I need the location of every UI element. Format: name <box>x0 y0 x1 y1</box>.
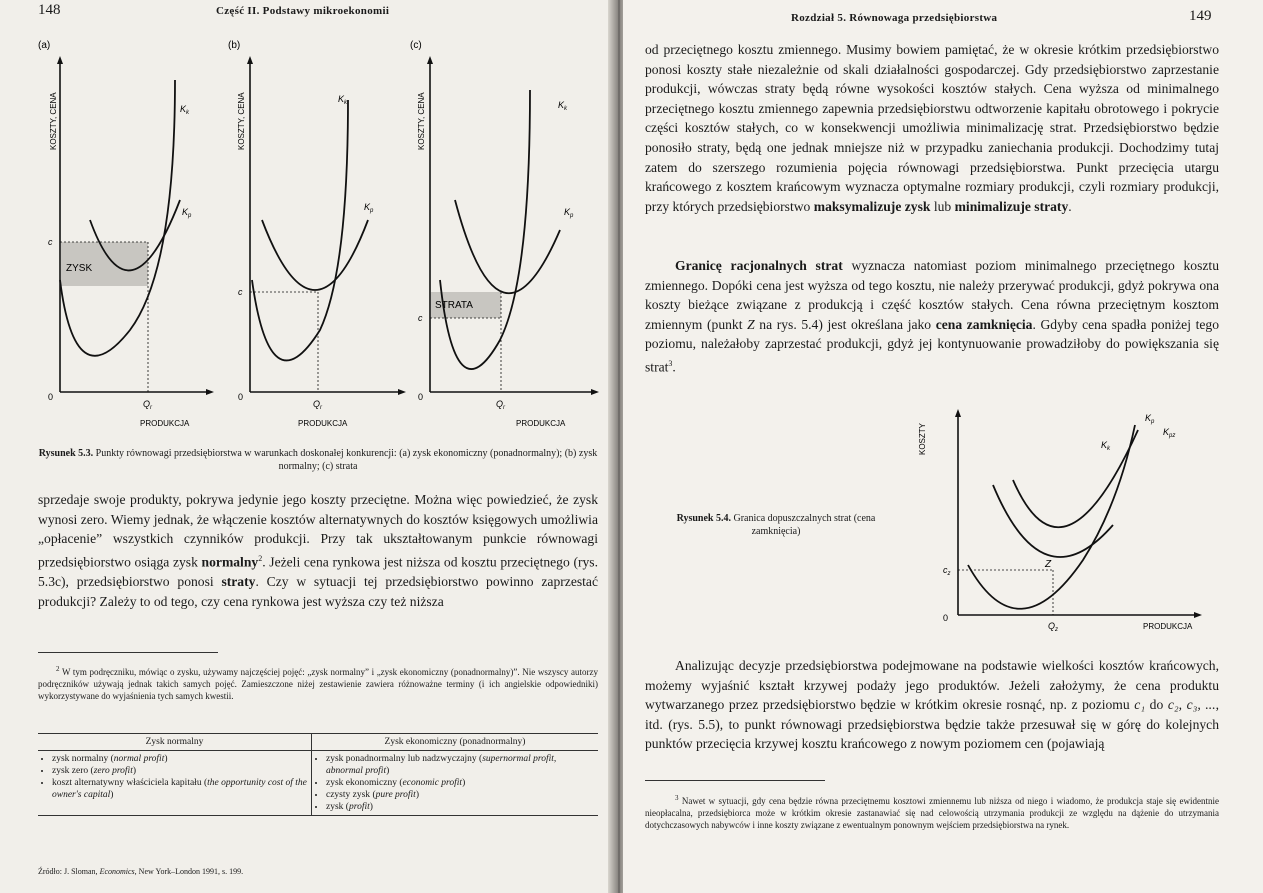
bold-maksymalizuje-zysk: maksymalizuje zysk <box>813 198 931 214</box>
footnote-3 <box>645 792 1219 831</box>
table-header-normal: Zysk normalny <box>38 734 312 751</box>
curve-kk-a <box>60 80 175 356</box>
figure-5-4-caption-number: Rysunek 5.4. <box>676 513 731 524</box>
y-axis-label-a: KOSZTY, CENA <box>49 92 58 150</box>
bold-minimalizuje-straty: minimalizuje straty <box>954 198 1069 214</box>
x-axis-arrow-c <box>591 389 599 395</box>
comparison-table-row <box>38 751 598 816</box>
comparison-table-wrapper <box>38 733 598 816</box>
panel-a <box>38 40 214 428</box>
right-body-paragraph-1: od przeciętnego kosztu zmiennego. Musimy bowiem pamiętać, że w okresie krótkim przedsiębiorstwo ponosi koszty stałe niezależnie od skali działalności gospodarczej. Gdy przedsiębiorstwo zaprzestanie produkcji, wówczas straty będą równe wysokości kosztów stałych. Cena wyższa od minimalnego przeciętnego kosztu zmiennego zapewnia przedsiębiorstwu odtworzenie kapitału obrotowego i pokrycie części kosztów stałych, co w konsekwencji umożliwia minimalizację strat. Przedsiębiorstwo będzie ponosiło straty, będą one jednak mniejsze niż w przypadku zaniechania produkcji. Dochodzimy tutaj zatem do szerszego rozumienia pojęcia równowagi przedsiębiorstwa. Punkt przecięcia utargu krańcowego z kosztem krańcowym wyznacza optymalne rozmiary produkcji, czyli rozmiary produkcji, przy których przedsiębiorstwo maksymalizuje zysk lub minimalizuje straty. <box>645 42 1219 214</box>
panel-label-a: (a) <box>38 40 51 51</box>
y-axis-label-b: KOSZTY, CENA <box>237 92 246 150</box>
x-axis-arrow-b <box>398 389 406 395</box>
list-item: • czysty zysk (pure profit) <box>326 789 594 801</box>
left-body-bold-straty: straty <box>221 573 256 589</box>
figure-5-3-caption-number: Rysunek 5.3. <box>38 448 94 459</box>
curve-kk-5-4 <box>968 425 1135 609</box>
quantity-label-c: $Q_r$ <box>496 399 506 411</box>
footnote-2-number: 2 <box>56 665 60 673</box>
profit-area-label-a: ZYSK <box>66 263 93 274</box>
curve-kp-b <box>262 220 368 290</box>
figure-5-3-caption-text: Punkty równowagi przedsiębiorstwa w warunkach doskonałej konkurencji: (a) zysk ekonomiczny (ponadnormalny); (b) zysk normalny; (c) strata <box>95 448 598 472</box>
curve-kp-label-c: $K_p$ <box>564 207 574 219</box>
bold-cena-zamkniecia: cena zamknięcia <box>935 316 1033 332</box>
figure-5-4 <box>913 405 1213 640</box>
left-body-text-1: sprzedaje swoje produkty, pokrywa jedynie jego koszty przeciętne. Można więc powiedzieć, że zysk wynosi zero. Wiemy jednak, że włączenie kosztów alternatywnych do kosztów księgowych umożliwia „opłacenie” wszystkich czynników produkcji. Przy tak ukształtowanym punkcie równowagi przedsiębiorstwo osiąga zysk <box>38 492 598 570</box>
left-body-text-2: . Jeżeli cena rynkowa jest niższa od kosztu przeciętnego (rys. 5.3c), przedsiębiorstwo ponosi <box>38 554 598 589</box>
comparison-table <box>38 733 598 816</box>
price-label-c: c <box>418 313 423 323</box>
panel-b <box>228 40 406 428</box>
footnote-2-text: W tym podręczniku, mówiąc o zysku, używamy najczęściej pojęć: „zysk normalny” i „zysk ekonomiczny (ponadnormalny)”. Nie wszyscy autorzy podręczników używają jednak takich samych pojęć. Zamieszczone niżej zestawienie zawiera różnoważne terminy (i ich angielskie odpowiedniki) wykorzystywane do wyjaśnienia tych samych kwestii. <box>38 667 598 701</box>
table-source: Źródło: J. Sloman, Economics, New York–London 1991, s. 199. <box>38 867 244 876</box>
y-axis-arrow-a <box>57 56 63 64</box>
figure-5-3-caption <box>38 447 598 473</box>
price-label-b: c <box>238 287 243 297</box>
curve-kpz-5-4 <box>1013 430 1138 527</box>
left-body-text-3: . Czy w sytuacji tej przedsiębiorstwo powinno zaprzestać produkcji? Zależy to od tego, czy cena rynkowa jest wyższa czy też niższa <box>38 573 598 609</box>
running-header-right: Rozdział 5. Równowaga przedsiębiorstwa <box>791 12 998 24</box>
panel-c <box>410 40 599 428</box>
loss-area-label-c: STRATA <box>435 300 473 311</box>
list-item: • zysk ponadnormalny lub nadzwyczajny (supernormal profit, abnormal profit) <box>326 753 594 777</box>
curve-kk-label-b: $K_k$ <box>338 94 348 106</box>
y-axis-arrow-b <box>247 56 253 64</box>
list-item: • zysk zero (zero profit) <box>52 765 307 777</box>
x-axis-label-5-4: PRODUKCJA <box>1143 622 1193 631</box>
footnote-3-text: Nawet w sytuacji, gdy cena będzie równa przeciętnemu kosztowi zmiennemu lub niższa od niego i wiadomo, że produkcja staje się ewidentnie nieopłacalna, przedsiębiorca może w krótkim okresie zastanawiać się nad celowością utrzymania produkcji ze względu na dążenie do utrzymania dotychczasowych nabywców i inne koszty związane z ewentualnym ponownym wejściem przedsiębiorstwa na rynek. <box>645 796 1219 830</box>
curve-kp-label-b: $K_p$ <box>364 202 374 214</box>
left-page <box>0 0 617 893</box>
x-axis-label-b: PRODUKCJA <box>298 419 348 428</box>
quantity-label-b: $Q_r$ <box>313 399 323 411</box>
x-axis-arrow-a <box>206 389 214 395</box>
footnote-separator-right <box>645 780 825 781</box>
curve-kpz-label-5-4: $K_{pz}$ <box>1163 427 1176 439</box>
quantity-label-5-4: $Q_z$ <box>1048 621 1059 633</box>
right-body-paragraph-2: Granicę racjonalnych strat wyznacza natomiast poziom minimalnego przeciętnego kosztu zmiennego. Dopóki cena jest wyższa od tego kosztu, nie należy przerywać produkcji, gdyż pokrywa ona koszty bieżące związane z produkcją i część kosztów stałych. Cena równa przeciętnym kosztom zmiennym (punkt Z na rys. 5.4) jest określana jako cena zamknięcia. Gdyby cena spadła poniżej tego poziomu, należałoby zaprzestać produkcji, gdyż jej kontynuowanie prowadziłoby do powiększania się strat$^3$. <box>645 258 1219 375</box>
point-z-label: Z <box>1045 559 1052 570</box>
origin-label-c: 0 <box>418 392 424 402</box>
figure-5-3 <box>30 30 600 440</box>
curve-kk-label-a: $K_k$ <box>180 104 190 116</box>
origin-label-a: 0 <box>48 392 54 402</box>
page-number-right: 149 <box>1189 8 1212 24</box>
curve-kp-label-a: $K_p$ <box>182 207 192 219</box>
comparison-table-header <box>38 734 598 751</box>
table-col-normal <box>38 751 312 816</box>
y-axis-label-c: KOSZTY, CENA <box>417 92 426 150</box>
x-axis-label-c: PRODUKCJA <box>516 419 566 428</box>
y-axis-arrow-c <box>427 56 433 64</box>
running-header-left: Część II. Podstawy mikroekonomii <box>216 5 390 17</box>
left-body-paragraph <box>38 490 598 611</box>
y-axis-arrow-5-4 <box>955 409 961 417</box>
figure-5-4-caption-text: Granica dopuszczalnych strat (cena zamknięcia) <box>733 513 876 537</box>
list-item: • koszt alternatywny właściciela kapitału (the opportunity cost of the owner's capital) <box>52 777 307 801</box>
origin-label-b: 0 <box>238 392 244 402</box>
y-axis-label-5-4: KOSZTY <box>918 422 927 455</box>
right-body-paragraph-3: Analizując decyzje przedsiębiorstwa podejmowane na podstawie wielkości kosztów krańcowych, możemy wyjaśnić kształt krzywej podaży jego produktów. Jeżeli założymy, że cena produktu wytwarzanego przez przedsiębiorstwo będzie w krótkim okresie rosnąć, np. z poziomu c₁ do c₂, c₃, ..., itd. (rys. 5.5), to punkt równowagi przedsiębiorstwa będzie także przesuwał się w górę do kolejnych punktów przecięcia krzywej kosztu krańcowego z nowym poziomem cen (pojawiają <box>645 658 1220 752</box>
bold-granice-strat: Granicę racjonalnych strat <box>675 258 843 273</box>
table-header-economic: Zysk ekonomiczny (ponadnormalny) <box>384 737 526 747</box>
list-item: • zysk normalny (normal profit) <box>52 753 307 765</box>
footnote-ref-3: 3 <box>668 358 673 368</box>
quantity-label-a: $Q_r$ <box>143 399 153 411</box>
right-page <box>623 0 1263 893</box>
price-label-5-4: $c_z$ <box>943 565 951 577</box>
footnote-separator-left <box>38 652 218 653</box>
curve-kp-label-5-4: $K_p$ <box>1145 413 1155 425</box>
curve-kp-5-4 <box>993 485 1113 557</box>
curve-kk-label-5-4: $K_k$ <box>1101 440 1111 452</box>
panel-label-c: (c) <box>410 40 422 51</box>
list-item: • zysk ekonomiczny (economic profit) <box>326 777 594 789</box>
price-label-a: c <box>48 237 53 247</box>
origin-label-5-4: 0 <box>943 613 949 623</box>
footnote-ref-2: 2 <box>258 553 263 563</box>
page-number-left: 148 <box>38 2 61 18</box>
x-axis-arrow-5-4 <box>1194 612 1202 618</box>
curve-kk-c <box>440 90 530 369</box>
panel-label-b: (b) <box>228 40 241 51</box>
table-col-economic <box>312 751 599 816</box>
footnote-3-number: 3 <box>675 794 679 802</box>
footnote-2 <box>38 663 598 702</box>
left-body-bold-normalny: normalny <box>201 554 259 570</box>
x-axis-label-a: PRODUKCJA <box>140 419 190 428</box>
curve-kk-label-c: $K_k$ <box>558 100 568 112</box>
list-item: • zysk (profit) <box>326 801 594 813</box>
figure-5-4-caption <box>653 512 899 538</box>
curve-kp-c <box>455 200 560 293</box>
